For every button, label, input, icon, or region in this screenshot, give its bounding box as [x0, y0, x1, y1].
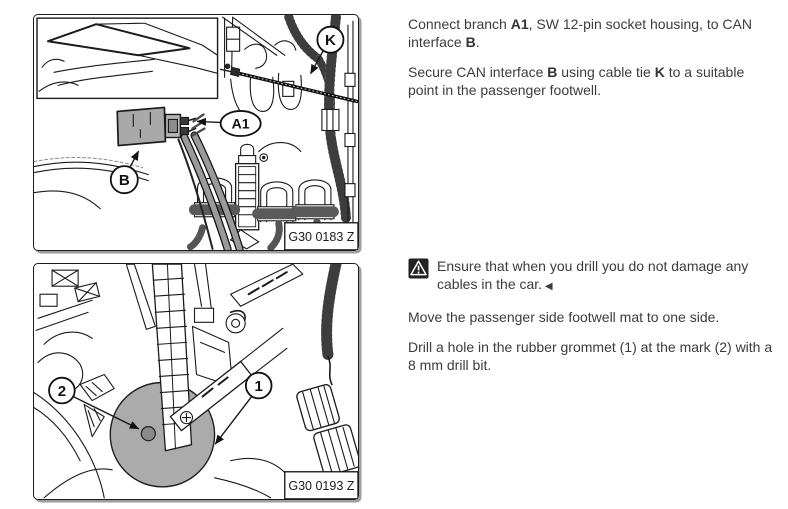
warning-paragraph [408, 257, 774, 296]
bold-reference: A1 [510, 16, 529, 32]
figure-top-illustration [34, 15, 358, 250]
figure-bottom-frame [33, 263, 359, 500]
callout-label-1: 1 [254, 378, 263, 396]
leader-arrow-a1 [198, 121, 221, 122]
bold-reference: K [654, 64, 665, 80]
leader-arrow-1 [216, 397, 252, 444]
text-segment: Drill a hole in the rubber grommet (1) at the mark (2) with a 8 mm drill bit. [408, 339, 773, 373]
paragraph-text [408, 339, 772, 373]
text-segment: Secure CAN interface [408, 64, 548, 80]
text-segment: . [475, 34, 480, 50]
instruction-paragraph [408, 63, 774, 99]
instruction-paragraph [408, 338, 774, 374]
footwell-line-art [34, 17, 357, 249]
warning-triangle-icon [408, 258, 429, 279]
bold-reference: B [547, 64, 558, 80]
callout-label-2: 2 [57, 383, 67, 401]
callout-label-k: K [324, 32, 336, 50]
text-segment: Ensure that when you drill you do not damage any cables in the car. [437, 258, 749, 292]
instructions-bottom-block [408, 257, 774, 386]
footwell-line-art-2 [34, 264, 358, 498]
paragraph-text [408, 309, 719, 325]
callout-label-b: B [118, 172, 130, 190]
paragraph-text [408, 64, 744, 98]
instruction-paragraph [408, 15, 774, 51]
text-segment: using cable tie [557, 64, 655, 80]
leader-arrow-b [130, 152, 138, 167]
figure-bottom-illustration [34, 264, 358, 499]
text-segment: Move the passenger side footwell mat to one side. [408, 309, 720, 325]
text-segment: Connect branch [408, 16, 511, 32]
text-segment: to a suitable point in the passenger footwell. [408, 64, 745, 98]
paragraph-text [408, 16, 752, 50]
instruction-paragraph [408, 308, 774, 326]
socket-housing-connector [180, 117, 188, 124]
paragraph-text [437, 257, 774, 296]
bold-reference: B [465, 34, 476, 50]
figure-caption-top: G30 0183 Z [288, 229, 355, 244]
can-interface-module [117, 107, 165, 145]
instructions-top-block [408, 15, 774, 111]
figure-top-frame [33, 14, 359, 251]
drill-mark [141, 427, 155, 441]
callout-label-a1: A1 [231, 115, 250, 132]
figure-caption-bottom: G30 0193 Z [288, 478, 355, 493]
text-segment: , SW 12-pin socket housing, to CAN interface [408, 16, 752, 50]
end-of-instruction-marker: ◀ [542, 281, 553, 292]
